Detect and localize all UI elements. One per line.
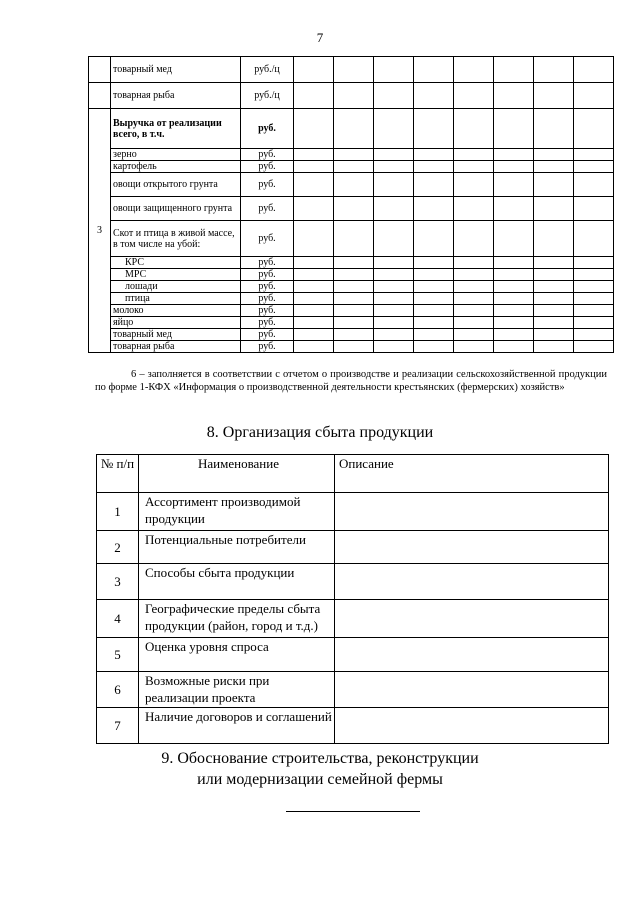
- value-cell: [334, 329, 374, 341]
- table-row: [97, 672, 609, 708]
- value-cell: [494, 269, 534, 281]
- value-cell: [334, 317, 374, 329]
- row-unit: руб.: [241, 221, 294, 257]
- table-row: [89, 341, 614, 353]
- value-cell: [414, 317, 454, 329]
- row-number: 5: [97, 638, 139, 672]
- section9-title: [0, 748, 640, 790]
- footnote: [95, 368, 607, 394]
- value-cell: [534, 161, 574, 173]
- row-name: овощи защищенного грунта: [111, 197, 241, 221]
- value-cell: [334, 305, 374, 317]
- value-cell: [454, 83, 494, 109]
- value-cell: [454, 269, 494, 281]
- row-number: 7: [97, 708, 139, 744]
- value-cell: [334, 293, 374, 305]
- value-cell: [534, 221, 574, 257]
- row-unit: руб.: [241, 173, 294, 197]
- value-cell: [574, 197, 614, 221]
- value-cell: [454, 197, 494, 221]
- value-cell: [574, 281, 614, 293]
- row-name: Способы сбыта продукции: [139, 564, 335, 600]
- table-row: [89, 317, 614, 329]
- footnote-text: 6 – заполняется в соответствии с отчетом о производстве и реализации сельскохозяйственной продукции по форме 1-КФХ «Информация о производственной деятельности крестьянских (фермерских) хозяйств»: [95, 369, 607, 393]
- value-cell: [494, 281, 534, 293]
- value-cell: [374, 149, 414, 161]
- value-cell: [374, 197, 414, 221]
- table-row: [97, 531, 609, 564]
- row-number: 2: [97, 531, 139, 564]
- value-cell: [414, 341, 454, 353]
- value-cell: [534, 341, 574, 353]
- sales-table: [96, 454, 609, 744]
- value-cell: [534, 149, 574, 161]
- value-cell: [374, 281, 414, 293]
- table-row: [97, 708, 609, 744]
- value-cell: [574, 341, 614, 353]
- value-cell: [294, 329, 334, 341]
- value-cell: [574, 57, 614, 83]
- value-cell: [574, 317, 614, 329]
- description-cell: [335, 531, 609, 564]
- value-cell: [414, 173, 454, 197]
- value-cell: [294, 149, 334, 161]
- table-row: [89, 293, 614, 305]
- table-row: [89, 149, 614, 161]
- value-cell: [454, 305, 494, 317]
- value-cell: [534, 109, 574, 149]
- value-cell: [414, 161, 454, 173]
- value-cell: [334, 221, 374, 257]
- value-cell: [494, 173, 534, 197]
- description-cell: [335, 672, 609, 708]
- value-cell: [534, 173, 574, 197]
- description-cell: [335, 600, 609, 638]
- value-cell: [414, 197, 454, 221]
- row-number: 6: [97, 672, 139, 708]
- value-cell: [454, 149, 494, 161]
- value-cell: [574, 293, 614, 305]
- value-cell: [574, 305, 614, 317]
- value-cell: [374, 317, 414, 329]
- row-name: КРС: [111, 257, 241, 269]
- row-unit: руб.: [241, 341, 294, 353]
- table-row: [97, 493, 609, 531]
- row-name: Выручка от реализации всего, в т.ч.: [111, 109, 241, 149]
- value-cell: [374, 269, 414, 281]
- row-unit: руб.: [241, 109, 294, 149]
- value-cell: [454, 161, 494, 173]
- value-cell: [414, 293, 454, 305]
- row-name: Скот и птица в живой массе, в том числе на убой:: [111, 221, 241, 257]
- value-cell: [534, 257, 574, 269]
- page-number: 7: [316, 30, 324, 45]
- row-number: 3: [97, 564, 139, 600]
- group-number: 3: [89, 109, 111, 353]
- value-cell: [294, 221, 334, 257]
- row-number-cell: [89, 57, 111, 83]
- value-cell: [494, 57, 534, 83]
- description-cell: [335, 564, 609, 600]
- value-cell: [454, 293, 494, 305]
- value-cell: [294, 197, 334, 221]
- row-name: молоко: [111, 305, 241, 317]
- value-cell: [574, 329, 614, 341]
- value-cell: [374, 173, 414, 197]
- value-cell: [374, 57, 414, 83]
- value-cell: [374, 221, 414, 257]
- row-name: товарная рыба: [111, 341, 241, 353]
- value-cell: [334, 257, 374, 269]
- row-unit: руб.: [241, 161, 294, 173]
- value-cell: [494, 109, 534, 149]
- value-cell: [334, 149, 374, 161]
- row-unit: руб.: [241, 197, 294, 221]
- value-cell: [574, 257, 614, 269]
- value-cell: [494, 197, 534, 221]
- value-cell: [574, 221, 614, 257]
- row-unit: руб.: [241, 149, 294, 161]
- row-unit: руб./ц: [241, 83, 294, 109]
- table-row: [89, 109, 614, 149]
- row-name: Географические пределы сбыта продукции (район, город и т.д.): [139, 600, 335, 638]
- value-cell: [294, 173, 334, 197]
- sales-table-header: [97, 455, 609, 493]
- row-name: товарный мед: [111, 57, 241, 83]
- value-cell: [494, 257, 534, 269]
- row-name: товарный мед: [111, 329, 241, 341]
- value-cell: [374, 305, 414, 317]
- table-row: [89, 83, 614, 109]
- production-table: [88, 56, 614, 353]
- value-cell: [414, 57, 454, 83]
- value-cell: [574, 149, 614, 161]
- value-cell: [534, 317, 574, 329]
- row-name: яйцо: [111, 317, 241, 329]
- value-cell: [374, 329, 414, 341]
- value-cell: [294, 257, 334, 269]
- value-cell: [454, 341, 494, 353]
- table-row: [89, 221, 614, 257]
- value-cell: [294, 293, 334, 305]
- value-cell: [294, 269, 334, 281]
- value-cell: [534, 305, 574, 317]
- row-number: 1: [97, 493, 139, 531]
- value-cell: [414, 329, 454, 341]
- table-row: [89, 305, 614, 317]
- row-name: товарная рыба: [111, 83, 241, 109]
- value-cell: [574, 173, 614, 197]
- value-cell: [574, 269, 614, 281]
- value-cell: [454, 109, 494, 149]
- value-cell: [534, 57, 574, 83]
- value-cell: [534, 197, 574, 221]
- value-cell: [414, 257, 454, 269]
- value-cell: [494, 161, 534, 173]
- value-cell: [454, 281, 494, 293]
- value-cell: [414, 221, 454, 257]
- value-cell: [374, 341, 414, 353]
- value-cell: [374, 293, 414, 305]
- table-row: [89, 281, 614, 293]
- value-cell: [454, 173, 494, 197]
- section9-title-line2: или модернизации семейной фермы: [197, 771, 443, 788]
- value-cell: [574, 109, 614, 149]
- header-num: № п/п: [97, 455, 139, 493]
- value-cell: [334, 83, 374, 109]
- value-cell: [374, 83, 414, 109]
- value-cell: [294, 83, 334, 109]
- row-name: Оценка уровня спроса: [139, 638, 335, 672]
- header-name: Наименование: [139, 455, 335, 493]
- value-cell: [494, 149, 534, 161]
- value-cell: [294, 161, 334, 173]
- description-cell: [335, 493, 609, 531]
- value-cell: [494, 305, 534, 317]
- value-cell: [294, 317, 334, 329]
- value-cell: [454, 329, 494, 341]
- value-cell: [534, 281, 574, 293]
- table-row: [89, 329, 614, 341]
- value-cell: [534, 329, 574, 341]
- row-name: Возможные риски при реализации проекта: [139, 672, 335, 708]
- table-row: [89, 173, 614, 197]
- value-cell: [294, 305, 334, 317]
- row-number-cell: [89, 83, 111, 109]
- table-row: [89, 161, 614, 173]
- row-name: Ассортимент производимой продукции: [139, 493, 335, 531]
- table-row: [89, 269, 614, 281]
- value-cell: [334, 161, 374, 173]
- row-unit: руб.: [241, 281, 294, 293]
- row-unit: руб.: [241, 269, 294, 281]
- value-cell: [454, 57, 494, 83]
- value-cell: [494, 341, 534, 353]
- value-cell: [494, 329, 534, 341]
- value-cell: [454, 221, 494, 257]
- value-cell: [374, 161, 414, 173]
- row-name: картофель: [111, 161, 241, 173]
- value-cell: [374, 257, 414, 269]
- row-name: зерно: [111, 149, 241, 161]
- value-cell: [414, 109, 454, 149]
- value-cell: [334, 269, 374, 281]
- value-cell: [334, 57, 374, 83]
- row-unit: руб.: [241, 293, 294, 305]
- signature-line: [286, 811, 420, 812]
- row-name: Потенциальные потребители: [139, 531, 335, 564]
- row-name: птица: [111, 293, 241, 305]
- table-row: [97, 564, 609, 600]
- row-name: лошади: [111, 281, 241, 293]
- table-row: [89, 197, 614, 221]
- value-cell: [494, 293, 534, 305]
- row-name: овощи открытого грунта: [111, 173, 241, 197]
- row-name: МРС: [111, 269, 241, 281]
- value-cell: [334, 281, 374, 293]
- value-cell: [334, 197, 374, 221]
- value-cell: [294, 57, 334, 83]
- value-cell: [534, 83, 574, 109]
- value-cell: [334, 109, 374, 149]
- row-unit: руб.: [241, 317, 294, 329]
- row-unit: руб.: [241, 329, 294, 341]
- section8-title: 8. Организация сбыта продукции: [206, 424, 434, 441]
- value-cell: [494, 317, 534, 329]
- value-cell: [414, 83, 454, 109]
- value-cell: [534, 293, 574, 305]
- value-cell: [454, 257, 494, 269]
- value-cell: [414, 149, 454, 161]
- value-cell: [414, 281, 454, 293]
- table-row: [97, 600, 609, 638]
- value-cell: [414, 305, 454, 317]
- table-row: [89, 257, 614, 269]
- value-cell: [294, 109, 334, 149]
- value-cell: [334, 173, 374, 197]
- value-cell: [454, 317, 494, 329]
- value-cell: [494, 83, 534, 109]
- value-cell: [294, 341, 334, 353]
- table-row: [89, 57, 614, 83]
- table-row: [97, 638, 609, 672]
- value-cell: [334, 341, 374, 353]
- value-cell: [574, 83, 614, 109]
- row-number: 4: [97, 600, 139, 638]
- row-unit: руб.: [241, 305, 294, 317]
- row-name: Наличие договоров и соглашений: [139, 708, 335, 744]
- description-cell: [335, 708, 609, 744]
- value-cell: [534, 269, 574, 281]
- value-cell: [574, 161, 614, 173]
- value-cell: [294, 281, 334, 293]
- row-unit: руб./ц: [241, 57, 294, 83]
- row-unit: руб.: [241, 257, 294, 269]
- value-cell: [414, 269, 454, 281]
- value-cell: [374, 109, 414, 149]
- value-cell: [494, 221, 534, 257]
- section9-title-line1: 9. Обоснование строительства, реконструкции: [161, 750, 479, 767]
- header-desc: Описание: [335, 455, 609, 493]
- description-cell: [335, 638, 609, 672]
